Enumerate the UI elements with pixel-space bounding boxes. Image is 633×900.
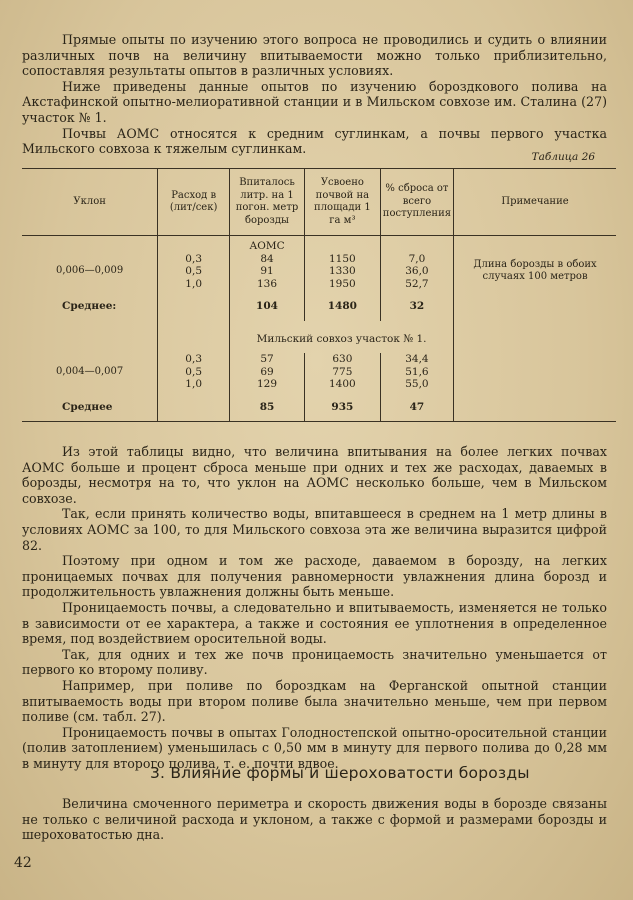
paragraph: Проницаемость почвы в опытах Голодностепской опытно-оросительной станции (полив затоплением) уменьшилась с 0,50 мм в минуту для первого полива до 0,28 мм в минуту для второго полива, т. е. почти вдвое. <box>22 724 607 771</box>
paragraph: Поэтому при одном и том же расходе, даваемом в борозду, на легких проницаемых почвах для получения равномерности увлажнения длина борозд и продолжительность увлажнения должны быть меньше. <box>22 553 607 600</box>
table-row <box>22 321 616 354</box>
table-header-row <box>22 169 616 236</box>
table-row <box>22 391 616 422</box>
table-cell: 84 <box>260 252 274 265</box>
header-discharge: % сброса от всего поступления <box>380 169 453 236</box>
section-text-block <box>22 796 607 843</box>
table-cell: 630 <box>332 353 353 365</box>
paragraph: Проницаемость почвы, а следовательно и впитываемость, изменяется не только в зависимости от ее характера, а также и состояния ее уплотнения в определенное время, под воздействием оросительной воды. <box>22 599 607 647</box>
table-cell: 0,5 <box>185 265 202 277</box>
section-title: 3. Влияние формы и шероховатости борозды <box>150 764 530 782</box>
table-cell: 1150 <box>329 252 356 265</box>
table-cell: 1,0 <box>185 378 202 390</box>
table-cell: 36,0 <box>405 265 429 277</box>
table-cell: 0,3 <box>185 353 202 365</box>
paragraph-1: Прямые опыты по изучению этого вопроса не проводились и судить о влиянии различных почв на величину впитываемости можно только приблизительно, сопоставляя результаты опытов в различных условиях. <box>22 32 607 79</box>
table-cell: 32 <box>380 290 453 321</box>
intro-text-block <box>22 32 607 157</box>
table-cell: 69 <box>260 365 274 378</box>
table-caption: Таблица 26 <box>531 151 595 163</box>
table-cell: 1,0 <box>185 277 202 290</box>
table-row <box>22 236 616 253</box>
group-label-mil: Мильский совхоз участок № 1. <box>230 321 454 354</box>
table-cell: 775 <box>332 365 353 378</box>
table-row <box>22 353 616 391</box>
slope-value: 0,004—0,007 <box>55 365 124 377</box>
data-table <box>22 168 616 422</box>
header-note: Примечание <box>454 169 616 236</box>
body-text-block <box>22 444 607 771</box>
slope-value: 0,006—0,009 <box>55 265 124 276</box>
paragraph: Так, для одних и тех же почв проницаемость значительно уменьшается от первого ко второму поливу. <box>22 646 607 678</box>
table-row <box>22 253 616 291</box>
table-cell: 91 <box>260 265 274 277</box>
note-cell: Длина борозды в обоих случаях 100 метров <box>454 253 616 291</box>
header-flow: Расход в (лит/сек) <box>158 169 230 236</box>
table-cell: 129 <box>256 378 278 390</box>
group-label-aoms: АОМС <box>230 236 305 253</box>
page-number: 42 <box>14 855 32 871</box>
table-cell: 1330 <box>329 265 356 277</box>
paragraph-2: Ниже приведены данные опытов по изучению бороздкового полива на Акстафинской опытно-мелиоративной станции и в Мильском совхозе им. Сталина (27) участок № 1. <box>22 78 607 125</box>
paragraph: Из этой таблицы видно, что величина впитывания на более легких почвах АОМС больше и процент сброса меньше при одних и тех же расходах, даваемых в борозды, несмотря на то, что уклон на АОМС несколько больше, чем в Мильском совхозе. <box>22 444 607 506</box>
table-cell: 1400 <box>329 378 356 390</box>
header-assimilated: Усвоено почвой на площади 1 га м³ <box>304 169 380 236</box>
table-cell: 1480 <box>304 290 380 321</box>
table-cell: 136 <box>256 277 278 290</box>
table-cell: 0,5 <box>185 365 202 378</box>
paragraph: Величина смоченного периметра и скорость движения воды в борозде связаны не только с величиной расхода и уклоном, а также с формой и размерами борозды и шероховатостью дна. <box>22 796 607 843</box>
table-cell: 935 <box>304 391 380 422</box>
table-cell: 1950 <box>329 277 356 290</box>
table-cell: 51,6 <box>405 365 429 378</box>
table-cell: 55,0 <box>405 378 429 390</box>
paragraph: Например, при поливе по бороздкам на Ферганской опытной станции впитываемость воды при втором поливе была значительно меньше, чем при первом поливе (см. табл. 27). <box>22 677 607 725</box>
header-slope: Уклон <box>22 169 158 236</box>
table-cell: 0,3 <box>185 252 202 265</box>
average-label: Среднее <box>22 391 158 422</box>
table-cell: 85 <box>230 391 305 422</box>
table-cell: 104 <box>230 290 305 321</box>
table-cell: 7,0 <box>408 252 426 265</box>
table-cell: 57 <box>260 353 274 365</box>
paragraph: Так, если принять количество воды, впитавшееся в среднем на 1 метр длины в условиях АОМС за 100, то для Мильского совхоза эта же величина выразится цифрой 82. <box>22 506 607 553</box>
paragraph-3: Почвы АОМС относятся к средним суглинкам, а почвы первого участка Мильского совхоза к тяжелым суглинкам. <box>22 125 607 157</box>
table-row <box>22 290 616 321</box>
table-cell: 47 <box>380 391 453 422</box>
header-absorbed: Впиталось литр. на 1 погон. метр борозды <box>230 169 305 236</box>
average-label: Среднее: <box>62 300 117 312</box>
table-cell: 52,7 <box>405 277 429 290</box>
table-cell: 34,4 <box>405 353 429 365</box>
